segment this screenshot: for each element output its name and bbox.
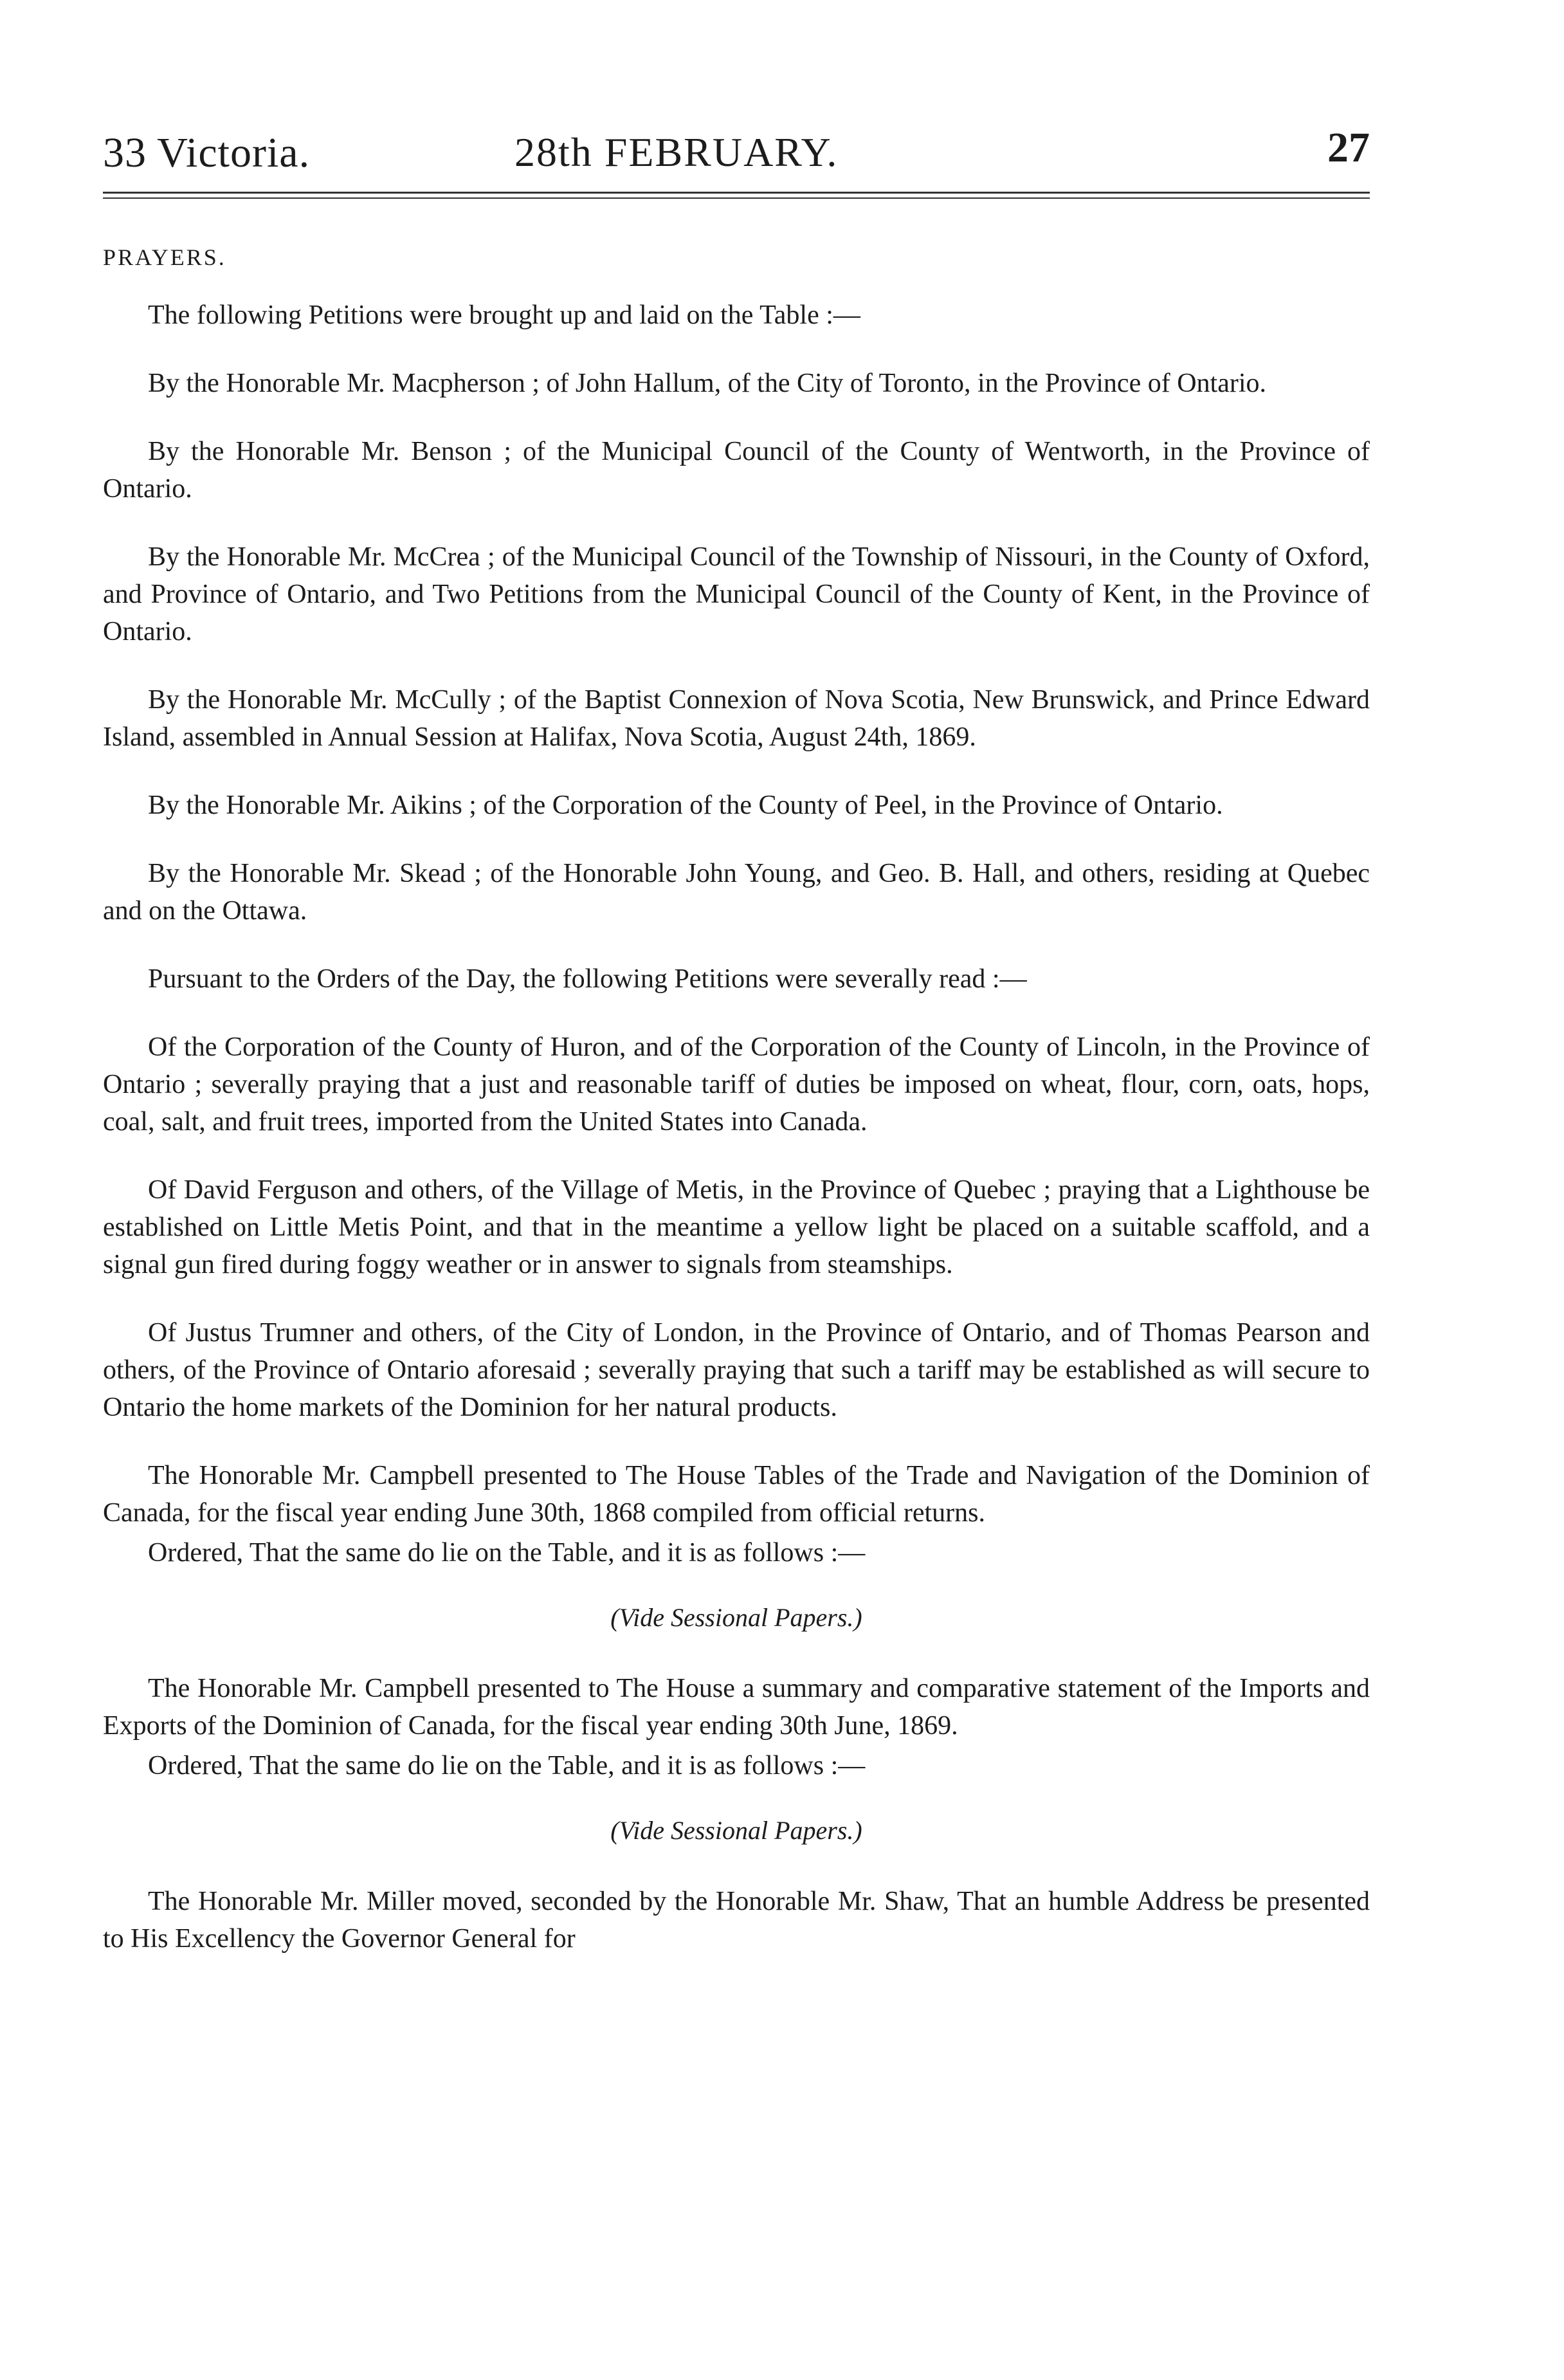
paragraph-petition-mccrea: By the Honorable Mr. McCrea ; of the Municipal Council of the Township of Nissouri, in the County of Oxford, and Province of Ontario, and Two Petitions from the Municipal Council of the County of Kent, in the Province of Ontario. bbox=[103, 542, 1370, 646]
paragraph-petition-mccully: By the Honorable Mr. McCully ; of the Baptist Connexion of Nova Scotia, New Brunswick, and Prince Edward Island, assembled in Annual Session at Halifax, Nova Scotia, August 24th, 1869. bbox=[103, 685, 1370, 752]
page-number: 27 bbox=[1327, 124, 1370, 171]
paragraph-miller-motion: The Honorable Mr. Miller moved, seconded by the Honorable Mr. Shaw, That an humble Address be presented to His Excellency the Governor General for bbox=[103, 1887, 1370, 1954]
page-header bbox=[103, 116, 1370, 187]
paragraph-petition-macpherson: By the Honorable Mr. Macpherson ; of John Hallum, of the City of Toronto, in the Province of Ontario. bbox=[148, 369, 1267, 398]
paragraph-petition-benson: By the Honorable Mr. Benson ; of the Municipal Council of the County of Wentworth, in the Province of Ontario. bbox=[103, 437, 1370, 504]
paragraph-petition-trumner: Of Justus Trumner and others, of the City of London, in the Province of Ontario, and of Thomas Pearson and others, of the Province of Ontario aforesaid ; severally praying that such a tariff may be established as will secure to Ontario the home markets of the Dominion for her natural products. bbox=[103, 1318, 1370, 1422]
paragraph-campbell-trade-tables: The Honorable Mr. Campbell presented to The House Tables of the Trade and Navigation of the Dominion of Canada, for the fiscal year ending June 30th, 1868 compiled from official returns. bbox=[103, 1461, 1370, 1528]
header-rule bbox=[103, 192, 1370, 194]
header-date: 28th FEBRUARY. bbox=[514, 129, 839, 175]
prayers-heading: PRAYERS. bbox=[103, 244, 226, 270]
paragraph-petition-huron: Of the Corporation of the County of Huron, and of the Corporation of the County of Lincoln, in the Province of Ontario ; severally praying that a just and reasonable tariff of duties be imposed on wheat, flour, corn, oats, hops, coal, salt, and fruit trees, imported from the United States into Canada. bbox=[103, 1032, 1370, 1137]
paragraph-petition-skead: By the Honorable Mr. Skead ; of the Honorable John Young, and Geo. B. Hall, and others, residing at Quebec and on the Ottawa. bbox=[103, 859, 1370, 926]
vide-sessional-papers-2: (Vide Sessional Papers.) bbox=[610, 1816, 862, 1845]
vide-sessional-papers-1: (Vide Sessional Papers.) bbox=[610, 1603, 862, 1632]
paragraph-petition-aikins: By the Honorable Mr. Aikins ; of the Corporation of the County of Peel, in the Province of Ontario. bbox=[148, 791, 1223, 820]
header-session: 33 Victoria. bbox=[103, 129, 311, 176]
header-rule-double bbox=[103, 197, 1370, 199]
journal-body bbox=[103, 297, 1370, 1957]
document-page bbox=[103, 116, 1370, 1988]
paragraph-ordered-2: Ordered, That the same do lie on the Table, and it is as follows :— bbox=[148, 1751, 866, 1780]
paragraph-petition-ferguson: Of David Ferguson and others, of the Village of Metis, in the Province of Quebec ; praying that a Lighthouse be established on Little Metis Point, and that in the meantime a yellow light be placed on a suitable scaffold, and a signal gun fired during foggy weather or in answer to signals from steamships. bbox=[103, 1175, 1370, 1279]
paragraph-campbell-summary: The Honorable Mr. Campbell presented to The House a summary and comparative statement of the Imports and Exports of the Dominion of Canada, for the fiscal year ending 30th June, 1869. bbox=[103, 1674, 1370, 1741]
paragraph-petitions-intro: The following Petitions were brought up and laid on the Table :— bbox=[148, 300, 860, 330]
paragraph-ordered-1: Ordered, That the same do lie on the Table, and it is as follows :— bbox=[148, 1538, 866, 1568]
paragraph-orders-of-day: Pursuant to the Orders of the Day, the following Petitions were severally read :— bbox=[148, 964, 1027, 994]
